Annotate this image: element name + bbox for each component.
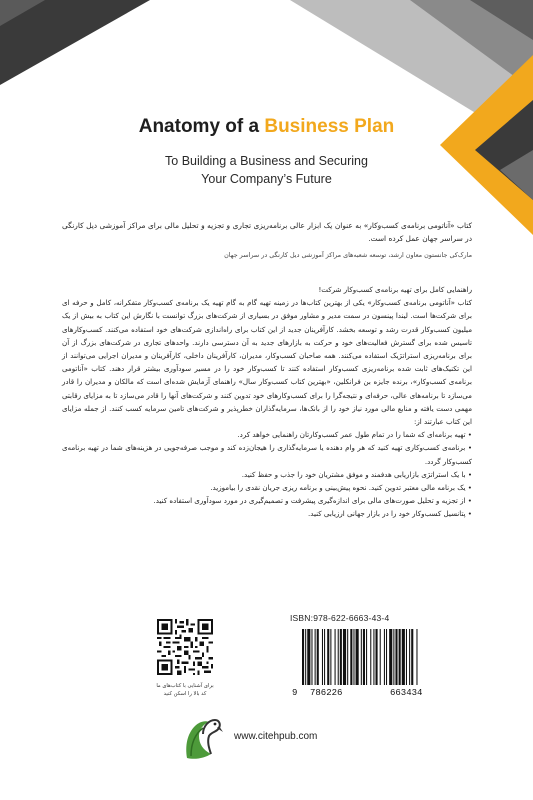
qr-caption-line-1: برای آشنایی با کتاب‌های ما (156, 683, 214, 689)
publisher-logo (181, 714, 223, 760)
subtitle-line-1: To Building a Business and Securing (165, 154, 368, 168)
barcode-bar (370, 629, 371, 685)
barcode-bar (366, 629, 367, 685)
title-part-1: Anatomy of a (138, 116, 265, 137)
qr-code (157, 619, 213, 675)
barcode-bars (302, 629, 418, 685)
barcode-bar (324, 629, 325, 685)
barcode-bar (302, 629, 304, 685)
intro-text: کتاب «آناتومی برنامه‌ی کسب‌و‌کار» به عنوان یک ابزار عالی برنامه‌ریزی تجاری و تجزیه و تحلیل مالی برای مراکز آموزشی دیل کارنگی در سراسر جهان عمل کرده است. (62, 221, 472, 243)
barcode-bar (395, 629, 397, 685)
barcode-bar (350, 629, 352, 685)
barcode-bar (353, 629, 354, 685)
barcode-bar (305, 629, 306, 685)
barcode-bar (307, 629, 310, 685)
barcode-bar (356, 629, 359, 685)
logo-bird-eye (214, 723, 217, 726)
barcode-bar (315, 629, 316, 685)
barcode (282, 627, 472, 697)
barcode-bar (361, 629, 362, 685)
book-subtitle (80, 152, 453, 188)
isbn-number: ISBN:978-622-6663-43-4 (290, 613, 390, 623)
list-item: • پتانسیل کسب‌وکار خود را در بازار جهانی ارزیابی کنید. (308, 509, 472, 519)
list-item: • تهیه برنامه‌ای که شما را در تمام طول عمر کسب‌وکارتان راهنمایی خواهد کرد. (237, 430, 472, 440)
list-item: • برنامه‌ی کسب‌وکاری تهیه کنید که هر وام دهنده یا سرمایه‌گذاری را هیجان‌زده کند و موجب صرفه‌جویی در هزینه‌های شما در تهیه برنامه‌ی کسب‌وکار گردد. (62, 443, 472, 466)
description (62, 283, 472, 521)
benefits-list (62, 428, 472, 520)
barcode-bar (411, 629, 413, 685)
qr-caption (149, 682, 221, 698)
intro-attribution: مارک‌کی جانستون معاون ارشد، توسعه شعبه‌های مراکز آموزشی دیل کارنگی در سراسر جهان (224, 251, 472, 259)
list-item: • با یک استراتژی بازاریابی هدفمند و موفق مشتریان خود را جذب و حفظ کنید. (241, 469, 472, 479)
description-paragraph: کتاب «آناتومی برنامه‌ی کسب‌وکار» یکی از بهترین کتاب‌ها در زمینه تهیه گام به گام تهیه یک برنامه‌ی کسب‌وکار متفکرانه، کامل و حرفه ای برای شرکت‌ها است. لیندا پینسون در سمت مدیر و مشاور موفق در بسیاری از شرکت‌های بزرگ توانست با نگارش این کتاب به بیش از یک میلیون کسب‌وکار قدرت رشد و توسعه بخشد. کارآفرینان جدید از این کتاب برای راه‌اندازی شرکت‌های خود استفاده می‌کنند. کسب‌وکارهای تاسیس شده برای گسترش فعالیت‌های خود و حرکت به بازارهای جدید به آن دسترسی دارند. واحدهای تجاری در شرکت‌های بزرگ از آن برای برنامه‌ریزی استراتژیک استفاده می‌کنند. همه صاحبان کسب‌وکار، مدیران، کارآفرینان داخلی، کارآفرینان و مدیران اجرایی می‌توانند از این تکنیک‌های ثابت شده برنامه‌ریزی کسب‌وکار استفاده کنند تا کسب‌وکار خود را در مسیر سودآوری بیشتر قرار دهند. کتاب «آناتومی برنامه‌ی کسب‌وکار»، برنده جایزه بن فرانکلین، «بهترین کتاب کسب‌وکار سال» راهنمای آزمایش شده‌ای است که مالکان و مدیران را قادر می‌سازد تا برنامه‌های عالی، حرفه‌ای و نتیجه‌گرا را برای کسب‌وکارهای خود تدوین کنند و شرکت‌های آنها را قادر می‌سازد تا به مزایای رقابتی مهمی دست یافته و منابع مالی مورد نیاز خود را از بانک‌ها، سرمایه‌گذاران خطرپذیر و شرکت‌های تامین سرمایه کسب کنند. از جمله مزایای این کتاب عبارتند از: (62, 298, 472, 427)
barcode-bar (322, 629, 323, 685)
book-title (60, 116, 473, 138)
subtitle-line-2: Your Company’s Future (201, 172, 332, 186)
logo-bird-neck (203, 720, 220, 754)
barcode-bar (340, 629, 342, 685)
title-part-2: Business Plan (264, 116, 395, 137)
barcode-bar (380, 629, 381, 685)
publisher-website[interactable]: www.citehpub.com (234, 731, 318, 742)
list-item: • از تجزیه و تحلیل صورت‌های مالی برای اندازه‌گیری پیشرفت و تصمیم‌گیری در مورد سودآوری استفاده کنید. (153, 496, 472, 506)
barcode-bar (347, 629, 348, 685)
barcode-bar (327, 629, 329, 685)
barcode-bar (311, 629, 312, 685)
barcode-bar (343, 629, 346, 685)
barcode-digits-group-2: 663434 (390, 688, 423, 697)
qr-caption-line-2: کد بالا را اسکن کنید (163, 691, 207, 697)
qr-code-block (149, 619, 221, 698)
list-item: • یک برنامه مالی معتبر تدوین کنید. نحوه پیش‌بینی و برنامه ریزی جریان نقدی را بیاموزید. (210, 483, 472, 493)
barcode-bar (317, 629, 319, 685)
barcode-bar (393, 629, 394, 685)
description-heading: راهنمایی کامل برای تهیه برنامه‌ی کسب‌وکار شرکت! (318, 285, 472, 294)
barcode-digit-first: 9 (292, 688, 298, 697)
isbn-block (282, 613, 472, 697)
barcode-bar (399, 629, 401, 685)
logo-leaf (186, 721, 211, 759)
barcode-bar (409, 629, 410, 685)
barcode-bar (363, 629, 365, 685)
barcode-bar (416, 629, 417, 685)
intro-quote (62, 219, 472, 262)
barcode-bar (335, 629, 336, 685)
barcode-bar (338, 629, 339, 685)
barcode-bar (386, 629, 387, 685)
barcode-bar (402, 629, 405, 685)
barcode-bar (389, 629, 392, 685)
barcode-bar (406, 629, 407, 685)
barcode-bar (384, 629, 385, 685)
barcode-bar (373, 629, 374, 685)
barcode-bar (330, 629, 331, 685)
barcode-digits-group-1: 786226 (310, 688, 343, 697)
barcode-bar (376, 629, 378, 685)
